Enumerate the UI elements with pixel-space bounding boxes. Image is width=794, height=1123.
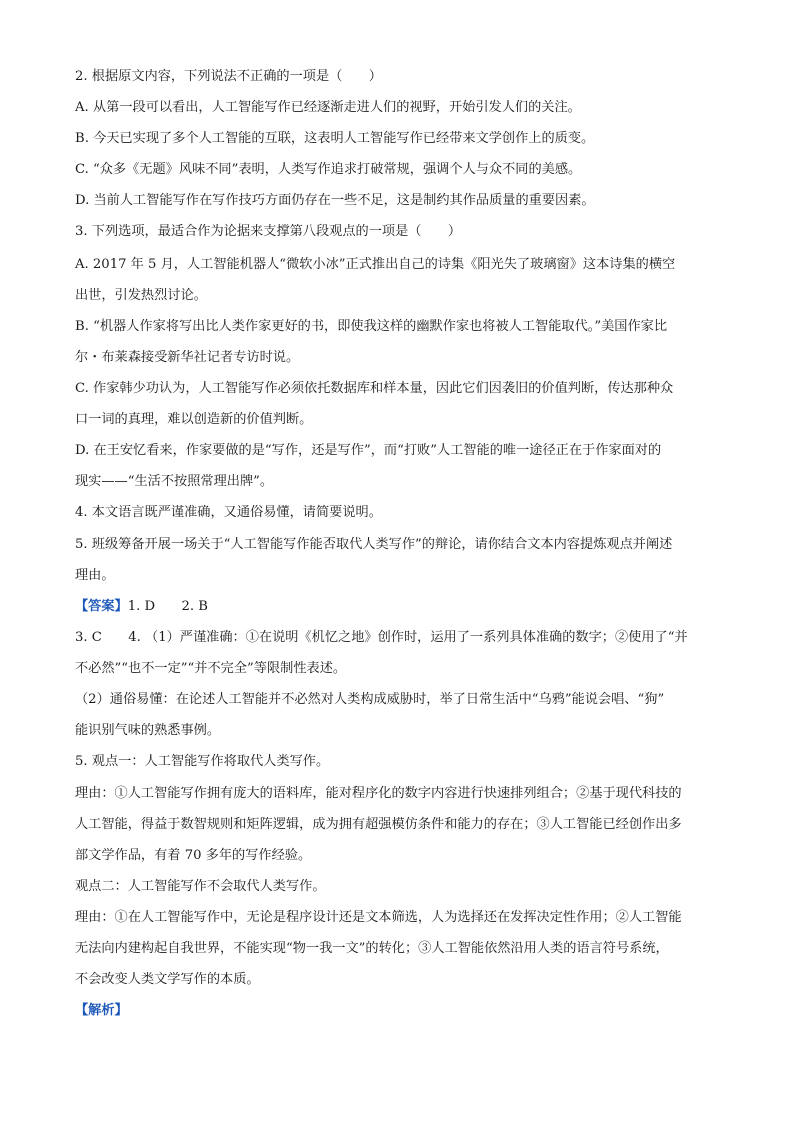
- analysis-tag: 【解析】: [75, 1003, 128, 1018]
- question-3-option-b: B. “机器人作家将写出比人类作家更好的书，即使我这样的幽默作家也将被人工智能取代。”美国作家比: [75, 319, 668, 334]
- question-3-option-b-cont: 尔・布莱森接受新华社记者专访时说。: [75, 350, 300, 365]
- answer-5-view1: 5. 观点一：人工智能写作将取代人类写作。: [75, 754, 330, 769]
- answer-1-2: 1. D 2. B: [127, 599, 208, 614]
- answer-5-reason1: 理由：①人工智能写作拥有庞大的语料库，能对程序化的数字内容进行快速排列组合；②基于现代科技的: [75, 786, 682, 801]
- answer-5-reason1-cont: 人工智能，得益于数智规则和矩阵逻辑，成为拥有超强模仿条件和能力的存在；③人工智能已经创作出多: [75, 817, 682, 832]
- question-3-stem: 3. 下列选项，最适合作为论据来支撑第八段观点的一项是（ ）: [75, 224, 462, 239]
- question-3-option-a: A. 2017 年 5 月，人工智能机器人“微软小冰”正式推出自己的诗集《阳光失了玻璃窗》这本诗集的横空: [75, 257, 676, 272]
- question-4-stem: 4. 本文语言既严谨准确，又通俗易懂，请简要说明。: [75, 505, 382, 520]
- answer-5-view2: 观点二：人工智能写作不会取代人类写作。: [75, 879, 326, 894]
- question-2-stem: 2. 根据原文内容，下列说法不正确的一项是（ ）: [75, 69, 382, 84]
- question-2-option-d: D. 当前人工智能写作在写作技巧方面仍存在一些不足，这是制约其作品质量的重要因素。: [75, 193, 595, 208]
- answer-4-cont: 不必然”“也不一定”“并不完全”等限制性表述。: [75, 661, 347, 676]
- answer-5-reason2-cont2: 不会改变人类文学写作的本质。: [75, 972, 260, 987]
- answer-5-reason2: 理由：①在人工智能写作中，无论是程序设计还是文本筛选，人为选择还在发挥决定性作用；②人工智能: [75, 910, 682, 925]
- question-3-option-a-cont: 出世，引发热烈讨论。: [75, 288, 207, 303]
- question-3-option-d: D. 在王安忆看来，作家要做的是“写作，还是写作”，而“打败”人工智能的唯一途径正在于作家面对的: [75, 443, 662, 458]
- question-5-stem-cont: 理由。: [75, 568, 115, 583]
- answer-line: [75, 598, 735, 616]
- answer-tag: 【答案】: [75, 599, 128, 614]
- question-5-stem: 5. 班级筹备开展一场关于“人工智能写作能否取代人类写作”的辩论，请你结合文本内容提炼观点并阐述: [75, 537, 673, 552]
- answer-4-part2-cont: 能识别气味的熟悉事例。: [75, 723, 221, 738]
- question-2-option-b: B. 今天已实现了多个人工智能的互联，这表明人工智能写作已经带来文学创作上的质变。: [75, 131, 595, 146]
- question-3-option-c: C. 作家韩少功认为，人工智能写作必须依托数据库和样本量，因此它们因袭旧的价值判断，传达那种众: [75, 381, 674, 396]
- analysis-line: [75, 1002, 735, 1020]
- question-2-option-c: C. “众多《无题》风味不同”表明，人类写作追求打破常规，强调个人与众不同的美感。: [75, 162, 582, 177]
- answer-5-reason2-cont: 无法向内建构起自我世界，不能实现“物一我一文”的转化；③人工智能依然沿用人类的语言符号系统，: [75, 941, 669, 956]
- answer-4-part2: （2）通俗易懂：在论述人工智能并不必然对人类构成威胁时，举了日常生活中“乌鸦”能说会唱、“狗”: [75, 692, 665, 707]
- question-2-option-a: A. 从第一段可以看出，人工智能写作已经逐渐走进人们的视野，开始引发人们的关注。: [75, 100, 581, 115]
- answer-3-4: 3. C 4. （1）严谨准确：①在说明《机忆之地》创作时，运用了一系列具体准确的数字；②使用了“并: [75, 630, 688, 645]
- answer-5-reason1-cont2: 部文学作品，有着 70 多年的写作经验。: [75, 848, 312, 863]
- question-3-option-c-cont: 口一词的真理，难以创造新的价值判断。: [75, 412, 313, 427]
- question-3-option-d-cont: 现实——“生活不按照常理出牌”。: [75, 474, 274, 489]
